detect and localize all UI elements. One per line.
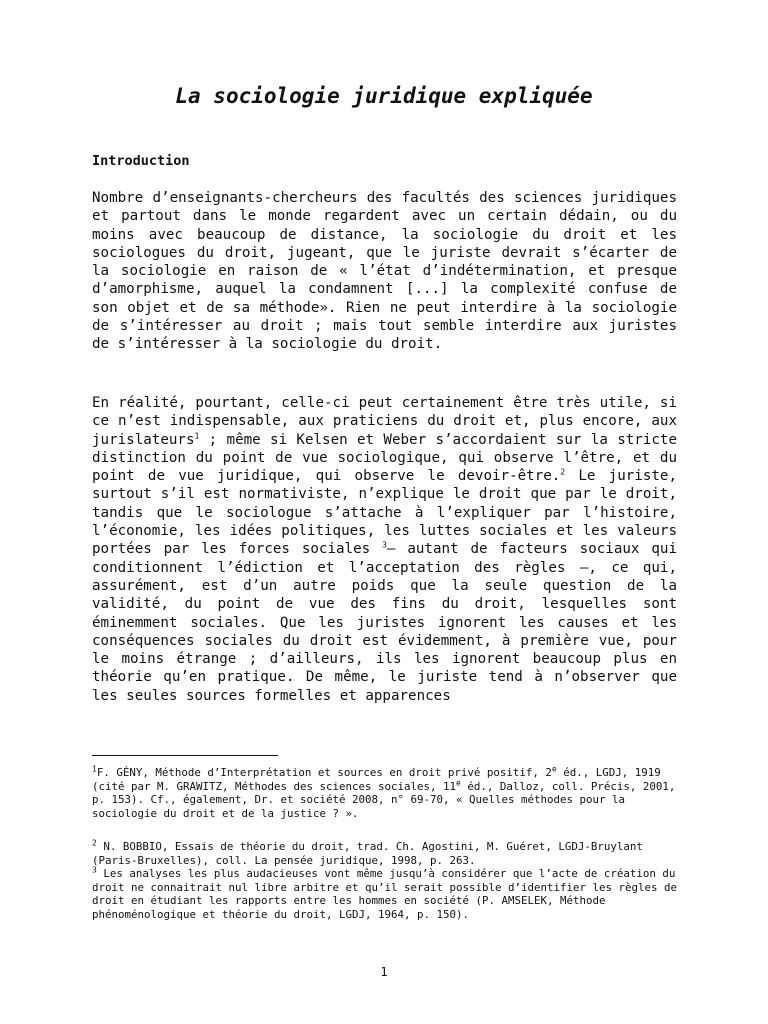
footnote-2-number: 2	[92, 838, 97, 848]
footnote-ref-3[interactable]: 3	[382, 540, 387, 550]
footnote-separator	[92, 755, 278, 756]
footnote-ref-2[interactable]: 2	[560, 467, 566, 477]
paragraph-2-text-b: ; même si Kelsen et Weber s’accordaient sur la stricte distinction du point de vue sociologique, qui observe l’être, et du point de vue juridique, qui observe le devoir-être.	[92, 431, 677, 485]
footnote-3	[92, 867, 680, 921]
paragraph-2-text-a: En réalité, pourtant, celle-ci peut certainement être très utile, si ce n’est indispensable, aux praticiens du droit et, plus encore, aux jurislateurs	[92, 395, 677, 448]
footnote-1-sup-a: e	[551, 764, 557, 774]
paragraph-2-text-d: — autant de facteurs sociaux qui conditionnent l’édiction et l’acceptation des règles —, ce qui, assurément, est d’un autre poids que la seule question de la validité, du point de vue des fins du droit, lesquelles sont éminemment sociales. Que les juristes ignorent les causes et les conséquences sociales du droit est évidemment, à première vue, pour le moins étrange ; d’ailleurs, ils les ignorent beaucoup plus en théorie qu’en pratique. De même, le juriste tend à n’observer que les seules sources formelles et apparences	[92, 541, 677, 704]
footnote-2-text: N. BOBBIO, Essais de théorie du droit, trad. Ch. Agostini, M. Guéret, LGDJ-Bruylant (Paris-Bruxelles), coll. La pensée juridique, 1998, p. 263.	[92, 840, 643, 867]
paragraph-1: Nombre d’enseignants-chercheurs des facultés des sciences juridiques et partout dans le monde regardent avec un certain dédain, ou du moins avec beaucoup de distance, la sociologie du droit et les sociologues du droit, jugeant, que le juriste devrait s’écarter de la sociologie en raison de « l’état d’indétermination, et presque d’amorphisme, auquel la condamnent [...] la complexité confuse de son objet et de sa méthode». Rien ne peut interdire à la sociologie de s’intéresser au droit ; mais tout semble interdire aux juristes de s’intéresser à la sociologie du droit.	[92, 190, 677, 353]
footnote-1	[92, 766, 680, 820]
footnote-1-text-a: F. GÉNY, Méthode d’Interprétation et sources en droit privé positif, 2	[96, 766, 552, 779]
page-number: 1	[380, 965, 388, 979]
footnote-1-text-c: éd., Dalloz, coll. Précis, 2001, p. 153). Cf., également, Dr. et société 2008, n° 69-70, « Quelles méthodes pour la sociologie du droit et de la justice ? ».	[92, 779, 676, 820]
section-heading: Introduction	[92, 153, 190, 169]
footnote-ref-1[interactable]: 1	[194, 430, 200, 440]
footnote-1-text-b: éd., LGDJ, 1919 (cité par M. GRAWITZ, Méthodes des sciences sociales, 11	[92, 766, 661, 793]
paragraph-2-text-c: Le juriste, surtout s’il est normativiste, n’explique le droit que par le droit, tandis que le sociologue s’attache à l’expliquer par l’histoire, l’économie, les idées politiques, les luttes sociales et les valeurs portées par les forces sociales	[92, 468, 677, 558]
paragraph-2	[92, 394, 677, 705]
footnote-3-number: 3	[92, 865, 97, 875]
document-title: La sociologie juridique expliquée	[175, 84, 593, 108]
footnote-3-text: Les analyses les plus audacieuses vont même jusqu’à considérer que l’acte de création du droit ne connaitrait nul libre arbitre et qu’il serait possible d’identifier les règles de droit en étudiant les rapports entre les hommes en société (P. AMSELEK, Méthode phénoménologique et théorie du droit, LGDJ, 1964, p. 150).	[92, 867, 678, 921]
footnote-1-sup-b: e	[456, 778, 461, 787]
footnote-2	[92, 840, 680, 867]
footnote-1-number: 1	[92, 764, 97, 774]
